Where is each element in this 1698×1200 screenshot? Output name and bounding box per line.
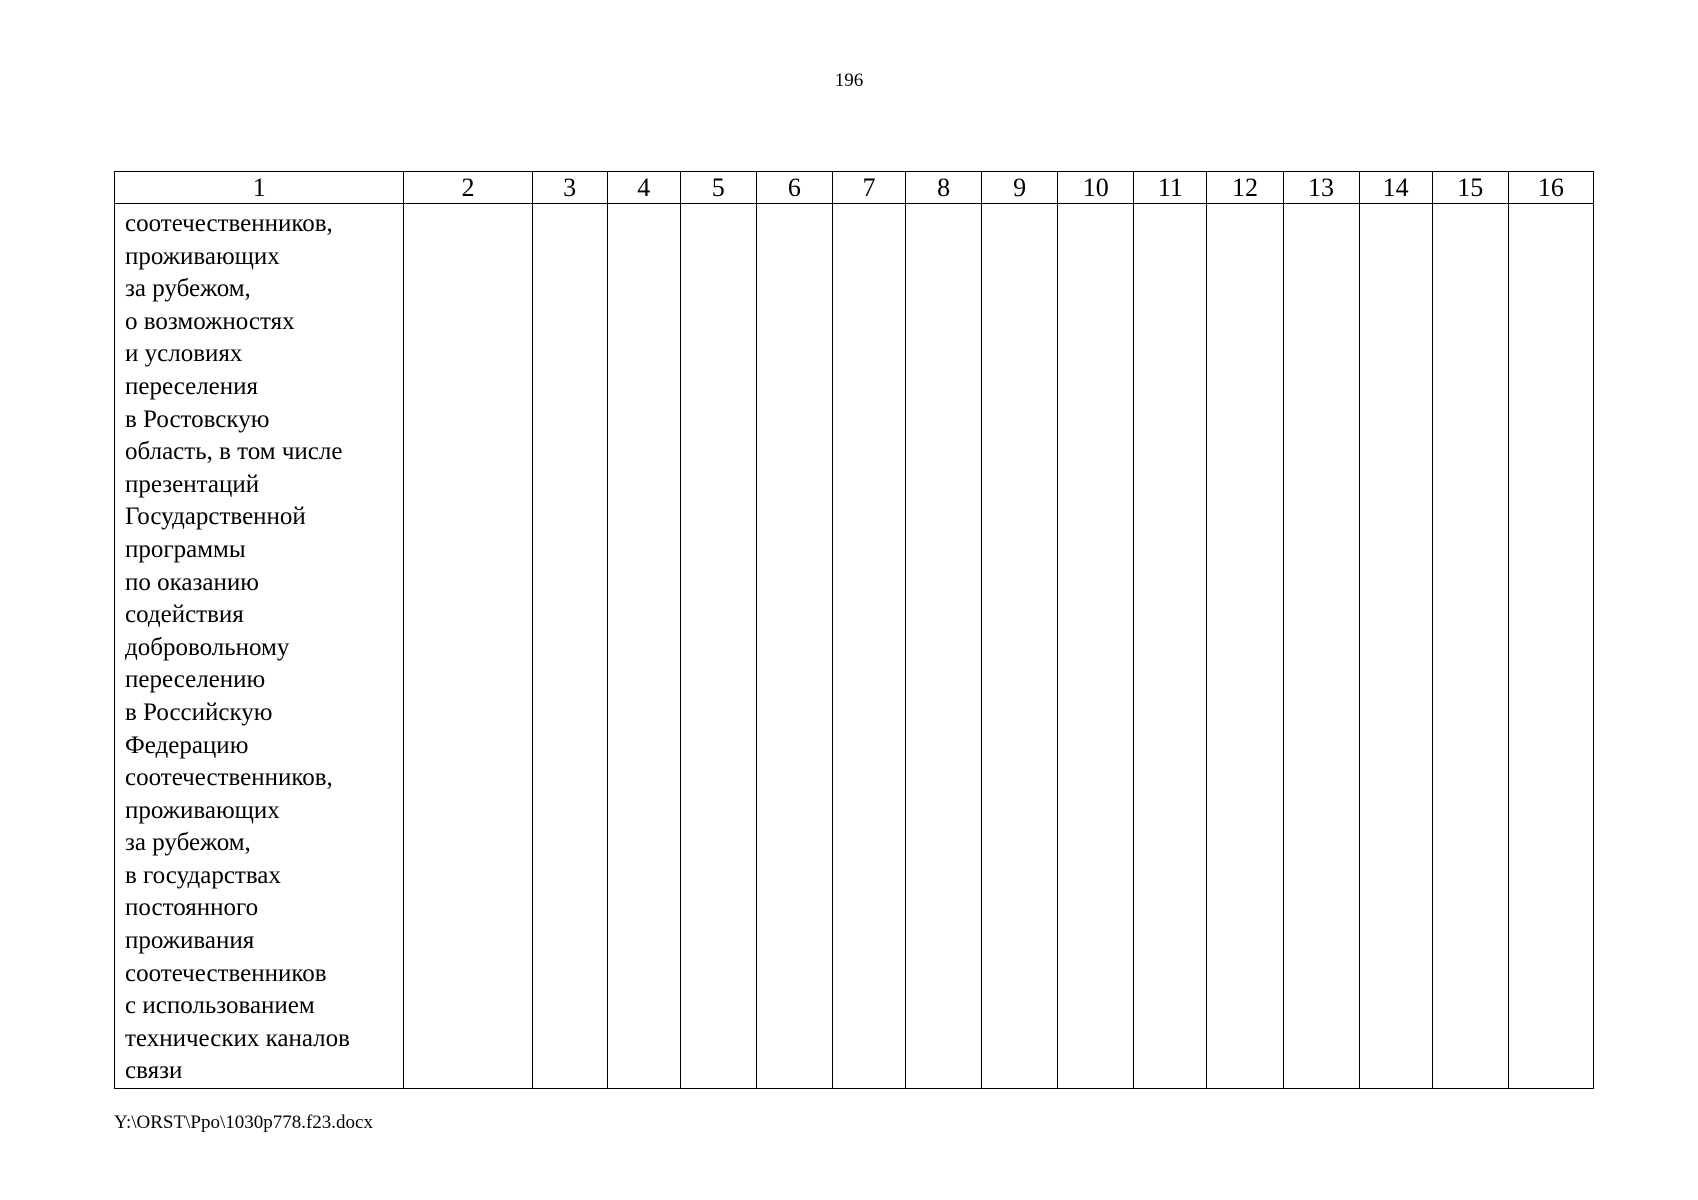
footer-file-path: Y:\ORST\Ppo\1030p778.f23.docx (114, 1112, 373, 1133)
table-cell (1508, 204, 1593, 1089)
table-cell (404, 204, 532, 1089)
column-header: 7 (832, 172, 905, 204)
column-header: 5 (680, 172, 756, 204)
column-header: 4 (607, 172, 680, 204)
table-cell (1359, 204, 1432, 1089)
table-header-row (115, 172, 1594, 204)
document-table (114, 171, 1594, 1089)
column-header: 13 (1283, 172, 1359, 204)
column-header: 2 (404, 172, 532, 204)
table-cell (680, 204, 756, 1089)
column-header: 8 (906, 172, 982, 204)
table-cell (982, 204, 1058, 1089)
table-cell (607, 204, 680, 1089)
column-header: 15 (1432, 172, 1508, 204)
column-header: 6 (756, 172, 832, 204)
table-cell (906, 204, 982, 1089)
table-cell (1134, 204, 1207, 1089)
page-number: 196 (834, 70, 864, 91)
table-row (115, 204, 1594, 1089)
column-header: 12 (1207, 172, 1283, 204)
table-cell (832, 204, 905, 1089)
column-header: 1 (115, 172, 404, 204)
column-header: 3 (532, 172, 607, 204)
column-header: 9 (982, 172, 1058, 204)
table-cell (756, 204, 832, 1089)
description-text: соотечественников, проживающих за рубежом, о возможностях и условиях переселения в Ростовскую область, в том числе презентаций Государственной программы по оказанию содействия добровольному переселению в Российскую Федерацию соотечественников, проживающих за рубежом, в государствах постоянного проживания соотечественников с использованием технических каналов связи (125, 210, 350, 1085)
column-header: 11 (1134, 172, 1207, 204)
column-header: 14 (1359, 172, 1432, 204)
column-header: 10 (1058, 172, 1134, 204)
table-cell-description (115, 204, 404, 1089)
column-header: 16 (1508, 172, 1593, 204)
table-cell (532, 204, 607, 1089)
table-cell (1207, 204, 1283, 1089)
table-cell (1058, 204, 1134, 1089)
table-cell (1283, 204, 1359, 1089)
table-cell (1432, 204, 1508, 1089)
